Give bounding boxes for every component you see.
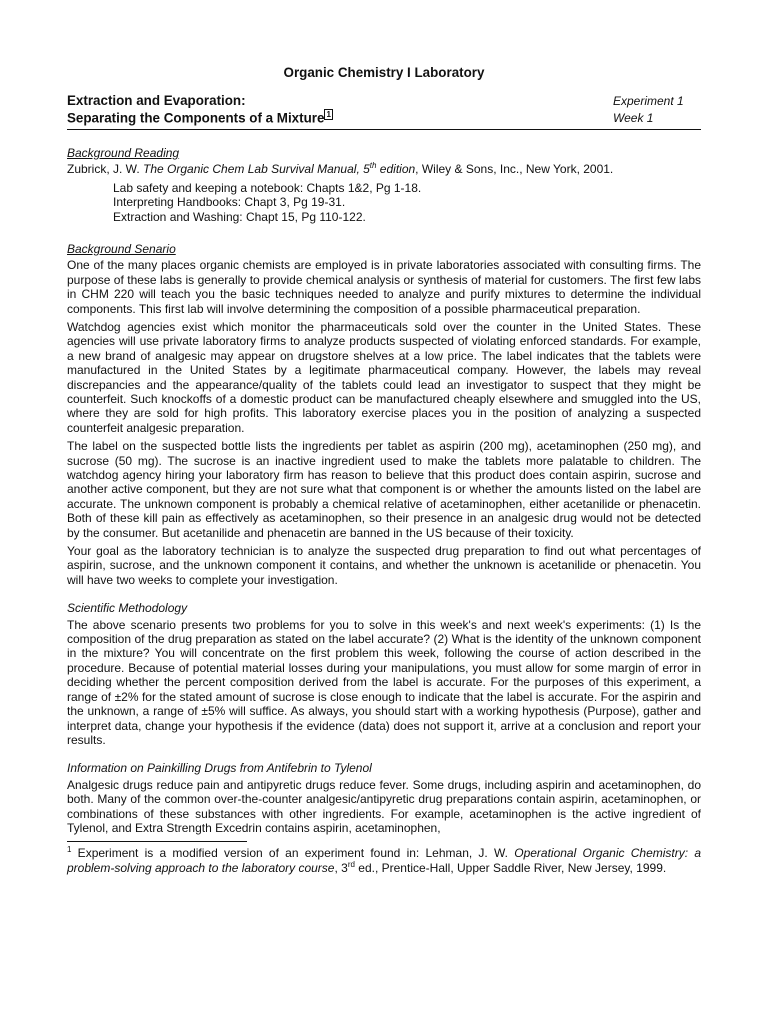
- title-line-2-text: Separating the Components of a Mixture: [67, 110, 325, 126]
- reading-item: Interpreting Handbooks: Chapt 3, Pg 19-31.: [113, 195, 346, 210]
- title-line-2: [67, 109, 333, 126]
- experiment-info: [613, 93, 701, 127]
- methodology-paragraph: The above scenario presents two problems for you to solve in this week's and next week's experiments: (1) Is the composition of the drug preparation as stated on the label accurate? (2) What is the identity of the unknown component in the mixture? You will concentrate on the first problem this week, following the course of action described in the procedure. Because of potential material losses during your manipulations, you must allow for some margin of error in deciding whether the percent composition derived from the label is accurate. For the purposes of this experiment, a range of ±2% for the stated amount of sucrose is close enough to indicate that the label is accurate. For the aspirin and the unknown, a range of ±5% will suffice. As always, you should start with a working hypothesis (Purpose), gather and interpret data, change your hypothesis if the evidence (data) does not support it, arrive at a conclusion and report your results.: [67, 617, 701, 747]
- reading-item: Lab safety and keeping a notebook: Chapts 1&2, Pg 1-18.: [113, 180, 422, 195]
- footnote-edition-sup: rd: [347, 859, 355, 869]
- footnote: [67, 846, 701, 875]
- course-title: Organic Chemistry I Laboratory: [283, 65, 485, 80]
- experiment-header: [67, 92, 701, 129]
- footnote-marker: 1: [67, 845, 72, 855]
- scientific-methodology-heading: Scientific Methodology: [67, 601, 188, 616]
- citation-author: Zubrick, J. W.: [67, 162, 144, 177]
- experiment-title: [67, 92, 333, 126]
- citation-publisher: , Wiley & Sons, Inc., New York, 2001.: [415, 162, 614, 177]
- footnote-text-start: Experiment is a modified version of an experiment found in: Lehman, J. W.: [71, 846, 515, 861]
- title-line-1: Extraction and Evaporation:: [67, 93, 246, 109]
- scenario-paragraph: Your goal as the laboratory technician is to analyze the suspected drug preparation to find out what percentages of aspirin, sucrose, and the unknown component it contains, and whether the unknown is acetanilide or phenacetin. You will have two weeks to complete your investigation.: [67, 544, 701, 587]
- week-number: Week 1: [613, 110, 654, 125]
- background-reading-heading: Background Reading: [67, 145, 180, 160]
- painkilling-drugs-heading: Information on Painkilling Drugs from Antifebrin to Tylenol: [67, 761, 372, 776]
- footnote-reference-marker[interactable]: 1: [326, 110, 331, 120]
- reading-list: [113, 181, 701, 224]
- citation-title: The Organic Chem Lab Survival Manual, 5: [143, 162, 370, 177]
- footnote-book-title: Operational Organic Chemistry: a problem-solving approach to the laboratory course: [67, 846, 702, 875]
- footnote-divider: [67, 841, 247, 842]
- background-scenario-heading: Background Senario: [67, 241, 176, 256]
- scenario-paragraph: Watchdog agencies exist which monitor the pharmaceuticals sold over the counter in the United States. These agencies will use private laboratory firms to analyze products suspected of violating enforced standards. For example, a new brand of analgesic may appear on drugstore shelves at a low price. The label indicates that the tablets were manufactured in the United States by a legitimate pharmaceutical company. However, the labels may reveal discrepancies and the appearance/quality of the tablets could lead an investigator to suspect that they might be counterfeit. Such knockoffs of a domestic product can be manufactured cheaply elsewhere and smuggled into the US, where they are sold for high profits. This laboratory exercise places you in the position of analyzing a suspected counterfeit analgesic preparation.: [67, 319, 701, 435]
- scenario-paragraph: The label on the suspected bottle lists the ingredients per tablet as aspirin (200 mg), acetaminophen (250 mg), and sucrose (50 mg). The sucrose is an inactive ingredient used to make the tablets more palatable to children. The watchdog agency hiring your laboratory firm has reason to believe that this product does contain aspirin, sucrose and another active component, but they are not sure what that component is or whether the amounts listed on the label are accurate. The unknown component is probably a chemical relative of acetaminophen, either acetanilide or phenacetin. Both of these kill pain as effectively as acetaminophen, so their presence in an analgesic drug would not be detected by the consumer. But acetanilide and phenacetin are banned in the US because of their toxicity.: [67, 439, 701, 540]
- footnote-text-end: ed., Prentice-Hall, Upper Saddle River, New Jersey, 1999.: [354, 860, 667, 875]
- citation-sup: th: [369, 161, 377, 171]
- experiment-number: Experiment 1: [613, 93, 684, 108]
- scenario-paragraph: One of the many places organic chemists are employed is in private laboratories associated with consulting firms. The purpose of these labs is generally to provide chemical analysis or synthesis of material for customers. The first few labs in CHM 220 will teach you the basic techniques needed to analyze and purify mixtures to determine the individual components. This first lab will involve determining the composition of a possible pharmaceutical preparation.: [67, 258, 701, 316]
- painkilling-paragraph: Analgesic drugs reduce pain and antipyretic drugs reduce fever. Some drugs, including aspirin and acetaminophen, do both. Many of the common over-the-counter analgesic/antipyretic drug preparations contain aspirin, acetaminophen, or combinations of these substances with other ingredients. For example, acetaminophen is the active ingredient of Tylenol, and Extra Strength Excedrin contains aspirin, acetaminophen,: [67, 777, 701, 835]
- citation: [67, 162, 701, 176]
- citation-title-end: edition: [376, 162, 416, 177]
- footnote-text-mid: , 3: [334, 860, 348, 875]
- reading-item: Extraction and Washing: Chapt 15, Pg 110-122.: [113, 209, 366, 224]
